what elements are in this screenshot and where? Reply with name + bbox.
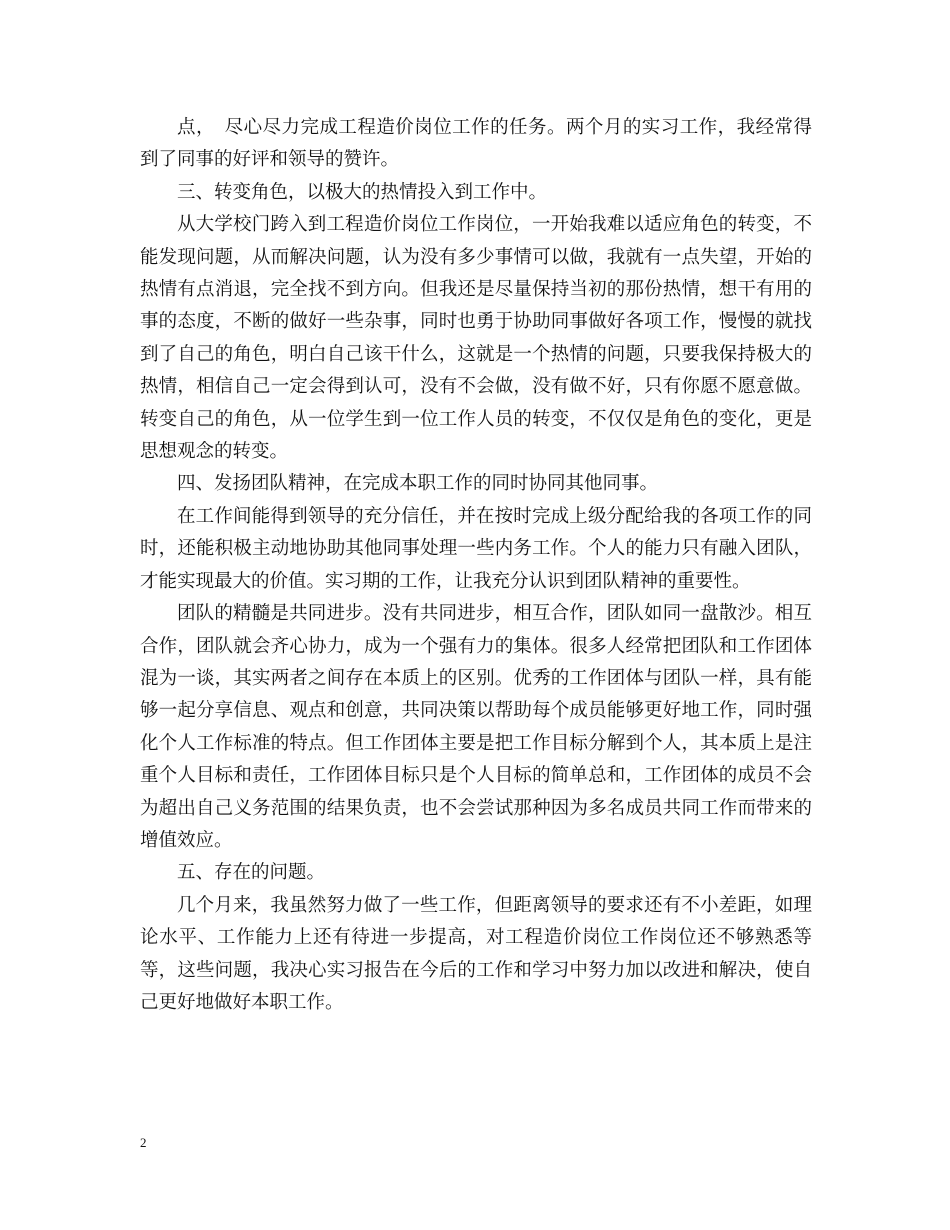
section-heading-5: 五、存在的问题。 — [177, 862, 326, 884]
document-body — [140, 112, 812, 1019]
paragraph-team-essence: 团队的精髓是共同进步。没有共同进步，相互合作，团队如同一盘散沙。相互合作，团队就会齐心协力，成为一个强有力的集体。很多人经常把团队和工作团体混为一谈，其实两者之间存在本质上的区别。优秀的工作团体与团队一样，具有能够一起分享信息、观点和创意，共同决策以帮助每个成员能够更好地工作，同时强化个人工作标准的特点。但工作团体主要是把工作目标分解到个人，其本质上是注重个人目标和责任，工作团体目标只是个人目标的简单总和，工作团体的成员不会为超出自己义务范围的结果负责，也不会尝试那种因为多名成员共同工作而带来的增值效应。 — [140, 603, 812, 851]
paragraph-role-change: 从大学校门跨入到工程造价岗位工作岗位，一开始我难以适应角色的转变，不能发现问题，从而解决问题，认为没有多少事情可以做，我就有一点失望，开始的热情有点消退，完全找不到方向。但我还是尽量保持当初的那份热情，想干有用的事的态度，不断的做好一些杂事，同时也勇于协助同事做好各项工作，慢慢的就找到了自己的角色，明白自己该干什么，这就是一个热情的问题，只要我保持极大的热情，相信自己一定会得到认可，没有不会做，没有做不好，只有你愿不愿意做。转变自己的角色，从一位学生到一位工作人员的转变，不仅仅是角色的变化，更是思想观念的转变。 — [140, 214, 812, 463]
paragraph-teamwork-trust: 在工作间能得到领导的充分信任，并在按时完成上级分配给我的各项工作的同时，还能积极主动地协助其他同事处理一些内务工作。个人的能力只有融入团队，才能实现最大的价值。实习期的工作，让我充分认识到团队精神的重要性。 — [140, 505, 812, 592]
paragraph-continuation: 点， 尽心尽力完成工程造价岗位工作的任务。两个月的实习工作，我经常得到了同事的好评和领导的赞许。 — [140, 117, 812, 171]
paragraph-problems: 几个月来，我虽然努力做了一些工作，但距离领导的要求还有不小差距，如理论水平、工作能力上还有待进一步提高，对工程造价岗位工作岗位还不够熟悉等等，这些问题，我决心实习报告在今后的工作和学习中努力加以改进和解决，使自己更好地做好本职工作。 — [140, 894, 812, 1013]
section-heading-4: 四、发扬团队精神，在完成本职工作的同时协同其他同事。 — [177, 473, 659, 495]
page-number: 2 — [140, 1135, 147, 1150]
section-heading-3: 三、转变角色，以极大的热情投入到工作中。 — [177, 181, 548, 203]
